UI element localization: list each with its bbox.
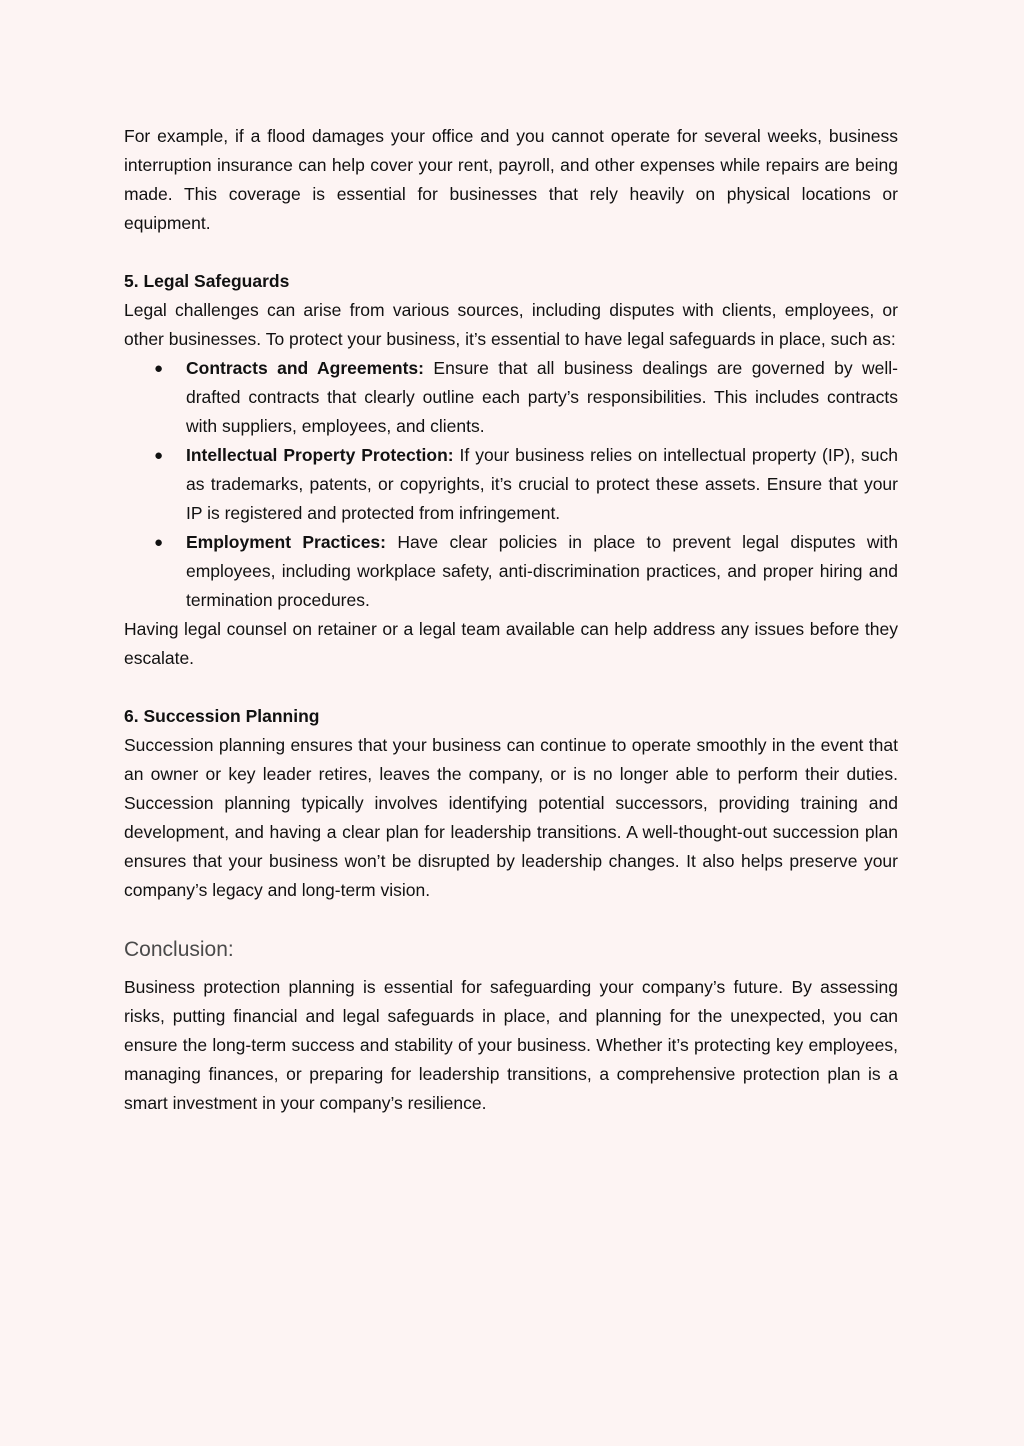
legal-safeguards-list bbox=[124, 354, 898, 615]
succession-planning-heading: 6. Succession Planning bbox=[124, 706, 320, 726]
list-item-text: Ensure that all business dealings are governed by well-drafted contracts that clearly outline each party’s responsibilities. This includes contracts with suppliers, employees, and clients. bbox=[186, 358, 898, 436]
conclusion-paragraph: Business protection planning is essential for safeguarding your company’s future. By assessing risks, putting financial and legal safeguards in place, and planning for the unexpected, you can ensure the long-term success and stability of your business. Whether it’s protecting key employees, managing finances, or preparing for leadership transitions, a comprehensive protection plan is a smart investment in your company’s resilience. bbox=[124, 977, 898, 1113]
list-item-title: Intellectual Property Protection: bbox=[186, 445, 454, 465]
succession-planning-paragraph: Succession planning ensures that your business can continue to operate smoothly in the event that an owner or key leader retires, leaves the company, or is no longer able to perform their duties. Succession planning typically involves identifying potential successors, providing training and development, and having a clear plan for leadership transitions. A well-thought-out succession plan ensures that your business won’t be disrupted by leadership changes. It also helps preserve your company’s legacy and long-term vision. bbox=[124, 735, 898, 900]
spacer bbox=[124, 238, 898, 267]
conclusion-heading: Conclusion: bbox=[124, 938, 234, 961]
legal-safeguards-heading: 5. Legal Safeguards bbox=[124, 271, 290, 291]
list-item bbox=[124, 528, 898, 615]
document-page bbox=[124, 122, 898, 1118]
list-item-text: Have clear policies in place to prevent legal disputes with employees, including workplace safety, anti-discrimination practices, and proper hiring and termination procedures. bbox=[186, 532, 898, 610]
legal-safeguards-closing: Having legal counsel on retainer or a legal team available can help address any issues before they escalate. bbox=[124, 619, 898, 668]
spacer bbox=[124, 673, 898, 702]
list-item bbox=[124, 354, 898, 441]
list-item bbox=[124, 441, 898, 528]
list-item-title: Employment Practices: bbox=[186, 532, 386, 552]
bullet-icon: ● bbox=[154, 360, 164, 377]
bullet-icon: ● bbox=[154, 447, 164, 464]
list-item-title: Contracts and Agreements: bbox=[186, 358, 424, 378]
bullet-icon: ● bbox=[154, 534, 164, 551]
list-item-text: If your business relies on intellectual property (IP), such as trademarks, patents, or copyrights, it’s crucial to protect these assets. Ensure that your IP is registered and protected from infringement. bbox=[186, 445, 898, 523]
legal-safeguards-intro: Legal challenges can arise from various sources, including disputes with clients, employees, or other businesses. To protect your business, it’s essential to have legal safeguards in place, such as: bbox=[124, 300, 898, 349]
intro-paragraph: For example, if a flood damages your office and you cannot operate for several weeks, business interruption insurance can help cover your rent, payroll, and other expenses while repairs are being made. This coverage is essential for businesses that rely heavily on physical locations or equipment. bbox=[124, 126, 898, 233]
